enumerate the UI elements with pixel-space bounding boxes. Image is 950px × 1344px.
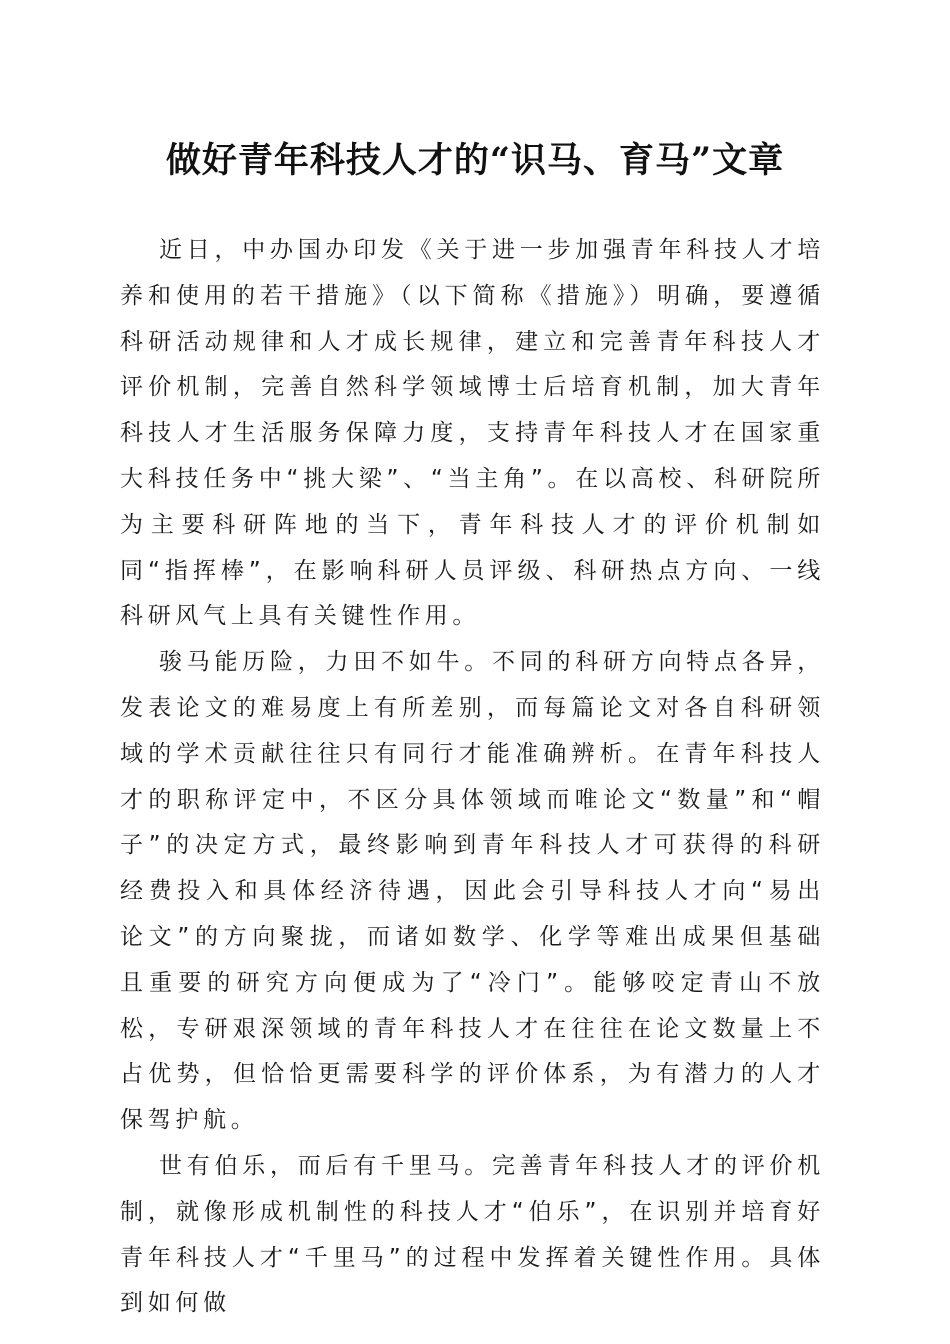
paragraph: 骏马能历险，力田不如牛。不同的科研方向特点各异，发表论文的难易度上有所差别，而每篇论文对各自科研领域的学术贡献往往只有同行才能准确辨析。在青年科技人才的职称评定中，不区分具体领域而唯论文“数量”和“帽子”的决定方式，最终影响到青年科技人才可获得的科研经费投入和具体经济待遇，因此会引导科技人才向“易出论文”的方向聚拢，而诸如数学、化学等难出成果但基础且重要的研究方向便成为了“冷门”。能够咬定青山不放松，专研艰深领域的青年科技人才在往往在论文数量上不占优势，但恰恰更需要科学的评价体系，为有潜力的人才保驾护航。 [120, 649, 825, 1134]
document-title: 做好青年科技人才的“识马、育马”文章 [165, 140, 785, 181]
paragraph: 世有伯乐，而后有千里马。完善青年科技人才的评价机制，就像形成机制性的科技人才“伯乐”，在识别并培育好青年科技人才“千里马”的过程中发挥着关键性作用。具体到如何做 [120, 1152, 825, 1317]
document-body [120, 228, 825, 1327]
paragraph: 近日，中办国办印发《关于进一步加强青年科技人才培养和使用的若干措施》（以下简称《措施》）明确，要遵循科研活动规律和人才成长规律，建立和完善青年科技人才评价机制，完善自然科学领域博士后培育机制，加大青年科技人才生活服务保障力度，支持青年科技人才在国家重大科技任务中“挑大梁”、“当主角”。在以高校、科研院所为主要科研阵地的当下，青年科技人才的评价机制如同“指挥棒”，在影响科研人员评级、科研热点方向、一线科研风气上具有关键性作用。 [120, 237, 825, 630]
